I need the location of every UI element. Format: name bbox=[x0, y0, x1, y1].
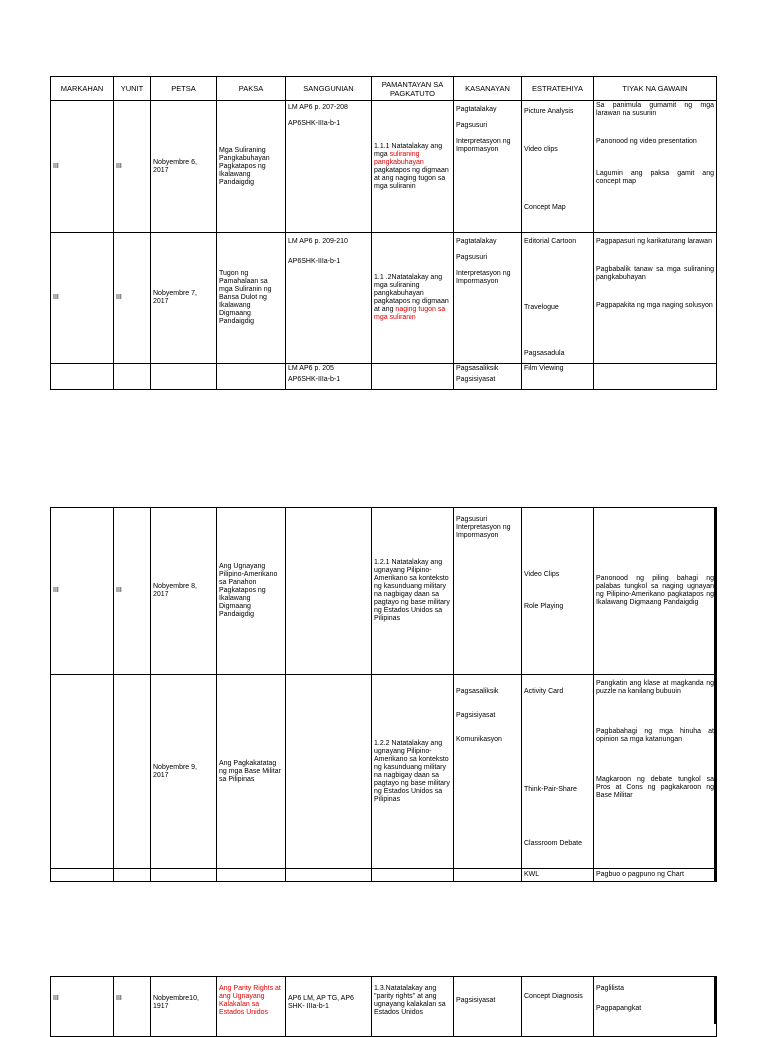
header-estratehiya: ESTRATEHIYA bbox=[522, 77, 594, 101]
tiyak-item: Pangkatin ang klase at magkanda ng puzzle na kanilang bubuuin bbox=[596, 680, 714, 695]
sanggunian-line: LM AP6 p. 205 bbox=[288, 365, 334, 372]
header-row bbox=[51, 77, 717, 101]
table-row bbox=[51, 869, 717, 882]
cell-yunit bbox=[114, 869, 151, 882]
cell-pamantayan: 1.2.1 Natatalakay ang ugnayang Pilipino- Amerikano sa konteksto ng kasunduang military na nagbigay daan sa pagtayo ng base military ng Estados Unidos sa Pilipinas bbox=[372, 508, 454, 675]
cell-markahan: III bbox=[51, 233, 114, 364]
cell-kasanayan: Pagsisiyasat bbox=[454, 977, 522, 1037]
estratehiya-item: Activity Card bbox=[524, 688, 564, 695]
cell-estratehiya bbox=[522, 101, 594, 233]
table-row bbox=[51, 364, 717, 390]
pamantayan-text: 1.1.1 Natatalakay ang mga bbox=[374, 142, 443, 158]
cell-markahan: III bbox=[51, 508, 114, 675]
cell-estratehiya bbox=[522, 675, 594, 869]
cell-paksa: Ang Pagkakatatag ng mga Base Militar sa Pilipinas bbox=[217, 675, 286, 869]
table-2-right-edge bbox=[714, 507, 717, 881]
pamantayan-text: pagkatapos ng digmaan at ang naging tugon sa mga suliranin bbox=[374, 166, 449, 190]
cell-tiyak: Panonood ng piling bahagi ng palabas tungkol sa naging ugnayan ng Pilipino-Amerikano pagkatapos ng Ikalawang Digmaang Pandaigdig bbox=[594, 508, 717, 675]
estratehiya-item: Editorial Cartoon bbox=[524, 238, 577, 245]
cell-sanggunian bbox=[286, 675, 372, 869]
kasanayan-item: Pagsisiyasat bbox=[456, 376, 496, 383]
tiyak-item: Pagpapakita ng mga naging solusyon bbox=[596, 302, 713, 309]
table-row bbox=[51, 675, 717, 869]
header-paksa: PAKSA bbox=[217, 77, 286, 101]
kasanayan-item: Interpretasyon ng Impormasyon bbox=[456, 270, 511, 285]
cell-paksa bbox=[217, 364, 286, 390]
tiyak-item: Pagbabahagi ng mga hinuha at opinion sa mga katanungan bbox=[596, 728, 714, 743]
kasanayan-item: Komunikasyon bbox=[456, 736, 502, 743]
cell-yunit: III bbox=[114, 977, 151, 1037]
kasanayan-item: Pagtatalakay bbox=[456, 106, 497, 113]
cell-kasanayan bbox=[454, 675, 522, 869]
cell-pamantayan bbox=[372, 869, 454, 882]
estratehiya-item: Think-Pair-Share bbox=[524, 786, 577, 793]
cell-tiyak bbox=[594, 101, 717, 233]
cell-markahan bbox=[51, 364, 114, 390]
cell-sanggunian bbox=[286, 101, 372, 233]
cell-markahan bbox=[51, 675, 114, 869]
cell-kasanayan bbox=[454, 364, 522, 390]
kasanayan-item: Pagsasaliksik bbox=[456, 688, 499, 695]
pamantayan-text: 1.1 .2Natatalakay ang mga suliraning pangkabuhayan pagkatapos ng digmaan at ang bbox=[374, 274, 449, 313]
header-yunit: YUNIT bbox=[114, 77, 151, 101]
cell-kasanayan bbox=[454, 233, 522, 364]
tiyak-item: Lagumin ang paksa gamit ang concept map bbox=[596, 170, 714, 185]
cell-sanggunian: AP6 LM, AP TG, AP6 SHK- IIIa-b-1 bbox=[286, 977, 372, 1037]
cell-estratehiya bbox=[522, 233, 594, 364]
estratehiya-item: Travelogue bbox=[524, 304, 559, 311]
tiyak-item: Paglilista bbox=[596, 985, 625, 992]
cell-estratehiya: Concept Diagnosis bbox=[522, 977, 594, 1037]
cell-pamantayan: 1.2.2 Natatalakay ang ugnayang Pilipino- Amerikano sa konteksto ng kasunduang military na nagbigay daan sa pagtayo ng base military ng Estados Unidos sa Pilipinas bbox=[372, 675, 454, 869]
sanggunian-line: AP6SHK-IIIa-b-1 bbox=[288, 376, 341, 383]
header-markahan: MARKAHAN bbox=[51, 77, 114, 101]
cell-estratehiya bbox=[522, 508, 594, 675]
cell-yunit: III bbox=[114, 101, 151, 233]
tiyak-item: Pagpapangkat bbox=[596, 1005, 642, 1012]
estratehiya-item: Role Playing bbox=[524, 603, 564, 610]
cell-paksa bbox=[217, 869, 286, 882]
tiyak-item: Magkaroon ng debate tungkol sa Pros at Cons ng pagkakaroon ng Base Militar bbox=[596, 776, 714, 799]
cell-tiyak bbox=[594, 233, 717, 364]
tiyak-item: Panonood ng video presentation bbox=[596, 138, 697, 145]
header-pamantayan: PAMANTAYAN SA PAGKATUTO bbox=[372, 77, 454, 101]
cell-pamantayan bbox=[372, 233, 454, 364]
sanggunian-line: AP6SHK-IIIa-b-1 bbox=[288, 120, 341, 127]
table-row bbox=[51, 508, 717, 675]
cell-sanggunian bbox=[286, 233, 372, 364]
cell-paksa: Ang Ugnayang Pilipino-Amerikano sa Panahon Pagkatapos ng Ikalawang Digmaang Pandaigdig bbox=[217, 508, 286, 675]
cell-petsa bbox=[151, 869, 217, 882]
kasanayan-item: Pagsisiyasat bbox=[456, 712, 496, 719]
curriculum-table-3 bbox=[50, 976, 717, 1037]
kasanayan-item: Pagsusuri bbox=[456, 254, 488, 261]
cell-petsa: Nobyembre 6, 2017 bbox=[151, 101, 217, 233]
kasanayan-item: Interpretasyon ng Impormasyon bbox=[456, 138, 511, 153]
cell-petsa: Nobyembre10, 1917 bbox=[151, 977, 217, 1037]
sanggunian-line: AP6SHK-IIIa-b-1 bbox=[288, 258, 341, 265]
cell-yunit: III bbox=[114, 233, 151, 364]
cell-yunit: III bbox=[114, 508, 151, 675]
sanggunian-line: LM AP6 p. 209-210 bbox=[288, 238, 348, 245]
header-tiyak: TIYAK NA GAWAIN bbox=[594, 77, 717, 101]
cell-sanggunian bbox=[286, 869, 372, 882]
estratehiya-item: Picture Analysis bbox=[524, 108, 574, 115]
cell-sanggunian bbox=[286, 364, 372, 390]
pamantayan-highlight: naging tugon sa mga suliranin bbox=[374, 306, 446, 321]
curriculum-table-2 bbox=[50, 507, 717, 882]
tiyak-item: Pagpapasuri ng karikaturang larawan bbox=[596, 238, 712, 245]
cell-kasanayan bbox=[454, 101, 522, 233]
tiyak-item: Pagbabalik tanaw sa mga suliraning pangkabuhayan bbox=[596, 266, 714, 281]
cell-petsa: Nobyembre 7, 2017 bbox=[151, 233, 217, 364]
table-row bbox=[51, 101, 717, 233]
cell-kasanayan bbox=[454, 869, 522, 882]
kasanayan-item: Pagsasaliksik bbox=[456, 365, 499, 372]
estratehiya-item: Classroom Debate bbox=[524, 840, 582, 847]
curriculum-table-1 bbox=[50, 76, 717, 390]
estratehiya-item: Pagsasadula bbox=[524, 350, 565, 357]
cell-pamantayan bbox=[372, 101, 454, 233]
pamantayan-highlight: suliraning pangkabuhayan bbox=[374, 150, 424, 166]
table-3-right-edge bbox=[714, 976, 717, 1024]
cell-markahan bbox=[51, 869, 114, 882]
table-row bbox=[51, 233, 717, 364]
cell-petsa bbox=[151, 364, 217, 390]
cell-sanggunian bbox=[286, 508, 372, 675]
cell-tiyak bbox=[594, 675, 717, 869]
tiyak-item: Sa panimula gumamit ng mga larawan na susuriin bbox=[596, 102, 714, 117]
table-row bbox=[51, 977, 717, 1037]
cell-petsa: Nobyembre 9, 2017 bbox=[151, 675, 217, 869]
header-petsa: PETSA bbox=[151, 77, 217, 101]
estratehiya-item: Concept Map bbox=[524, 204, 566, 211]
header-kasanayan: KASANAYAN bbox=[454, 77, 522, 101]
cell-estratehiya: Film Viewing bbox=[522, 364, 594, 390]
cell-yunit bbox=[114, 675, 151, 869]
cell-tiyak bbox=[594, 977, 717, 1037]
cell-kasanayan: Pagsusuri Interpretasyon ng Impormasyon bbox=[454, 508, 522, 675]
cell-pamantayan: 1.3.Natatalakay ang "parity rights" at ang ugnayang kalakalan sa Estados Unidos bbox=[372, 977, 454, 1037]
cell-tiyak bbox=[594, 364, 717, 390]
cell-tiyak: Pagbuo o pagpuno ng Chart bbox=[594, 869, 717, 882]
estratehiya-item: Video clips bbox=[524, 146, 558, 153]
estratehiya-item: Video Clips bbox=[524, 571, 560, 578]
cell-petsa: Nobyembre 8, 2017 bbox=[151, 508, 217, 675]
cell-paksa: Ang Parity Rights at ang Ugnayang Kalakalan sa Estados Unidos bbox=[217, 977, 286, 1037]
cell-yunit bbox=[114, 364, 151, 390]
cell-pamantayan bbox=[372, 364, 454, 390]
cell-markahan: III bbox=[51, 977, 114, 1037]
cell-paksa: Mga Suliraning Pangkabuhayan Pagkatapos ng Ikalawang Pandaigdig bbox=[217, 101, 286, 233]
kasanayan-item: Pagsusuri bbox=[456, 122, 488, 129]
sanggunian-line: LM AP6 p. 207-208 bbox=[288, 104, 348, 111]
kasanayan-item: Pagtatalakay bbox=[456, 238, 497, 245]
cell-paksa: Tugon ng Pamahalaan sa mga Suliranin ng Bansa Dulot ng Ikalawang Digmaang Pandaigdig bbox=[217, 233, 286, 364]
header-sanggunian: SANGGUNIAN bbox=[286, 77, 372, 101]
cell-markahan: III bbox=[51, 101, 114, 233]
cell-estratehiya: KWL bbox=[522, 869, 594, 882]
